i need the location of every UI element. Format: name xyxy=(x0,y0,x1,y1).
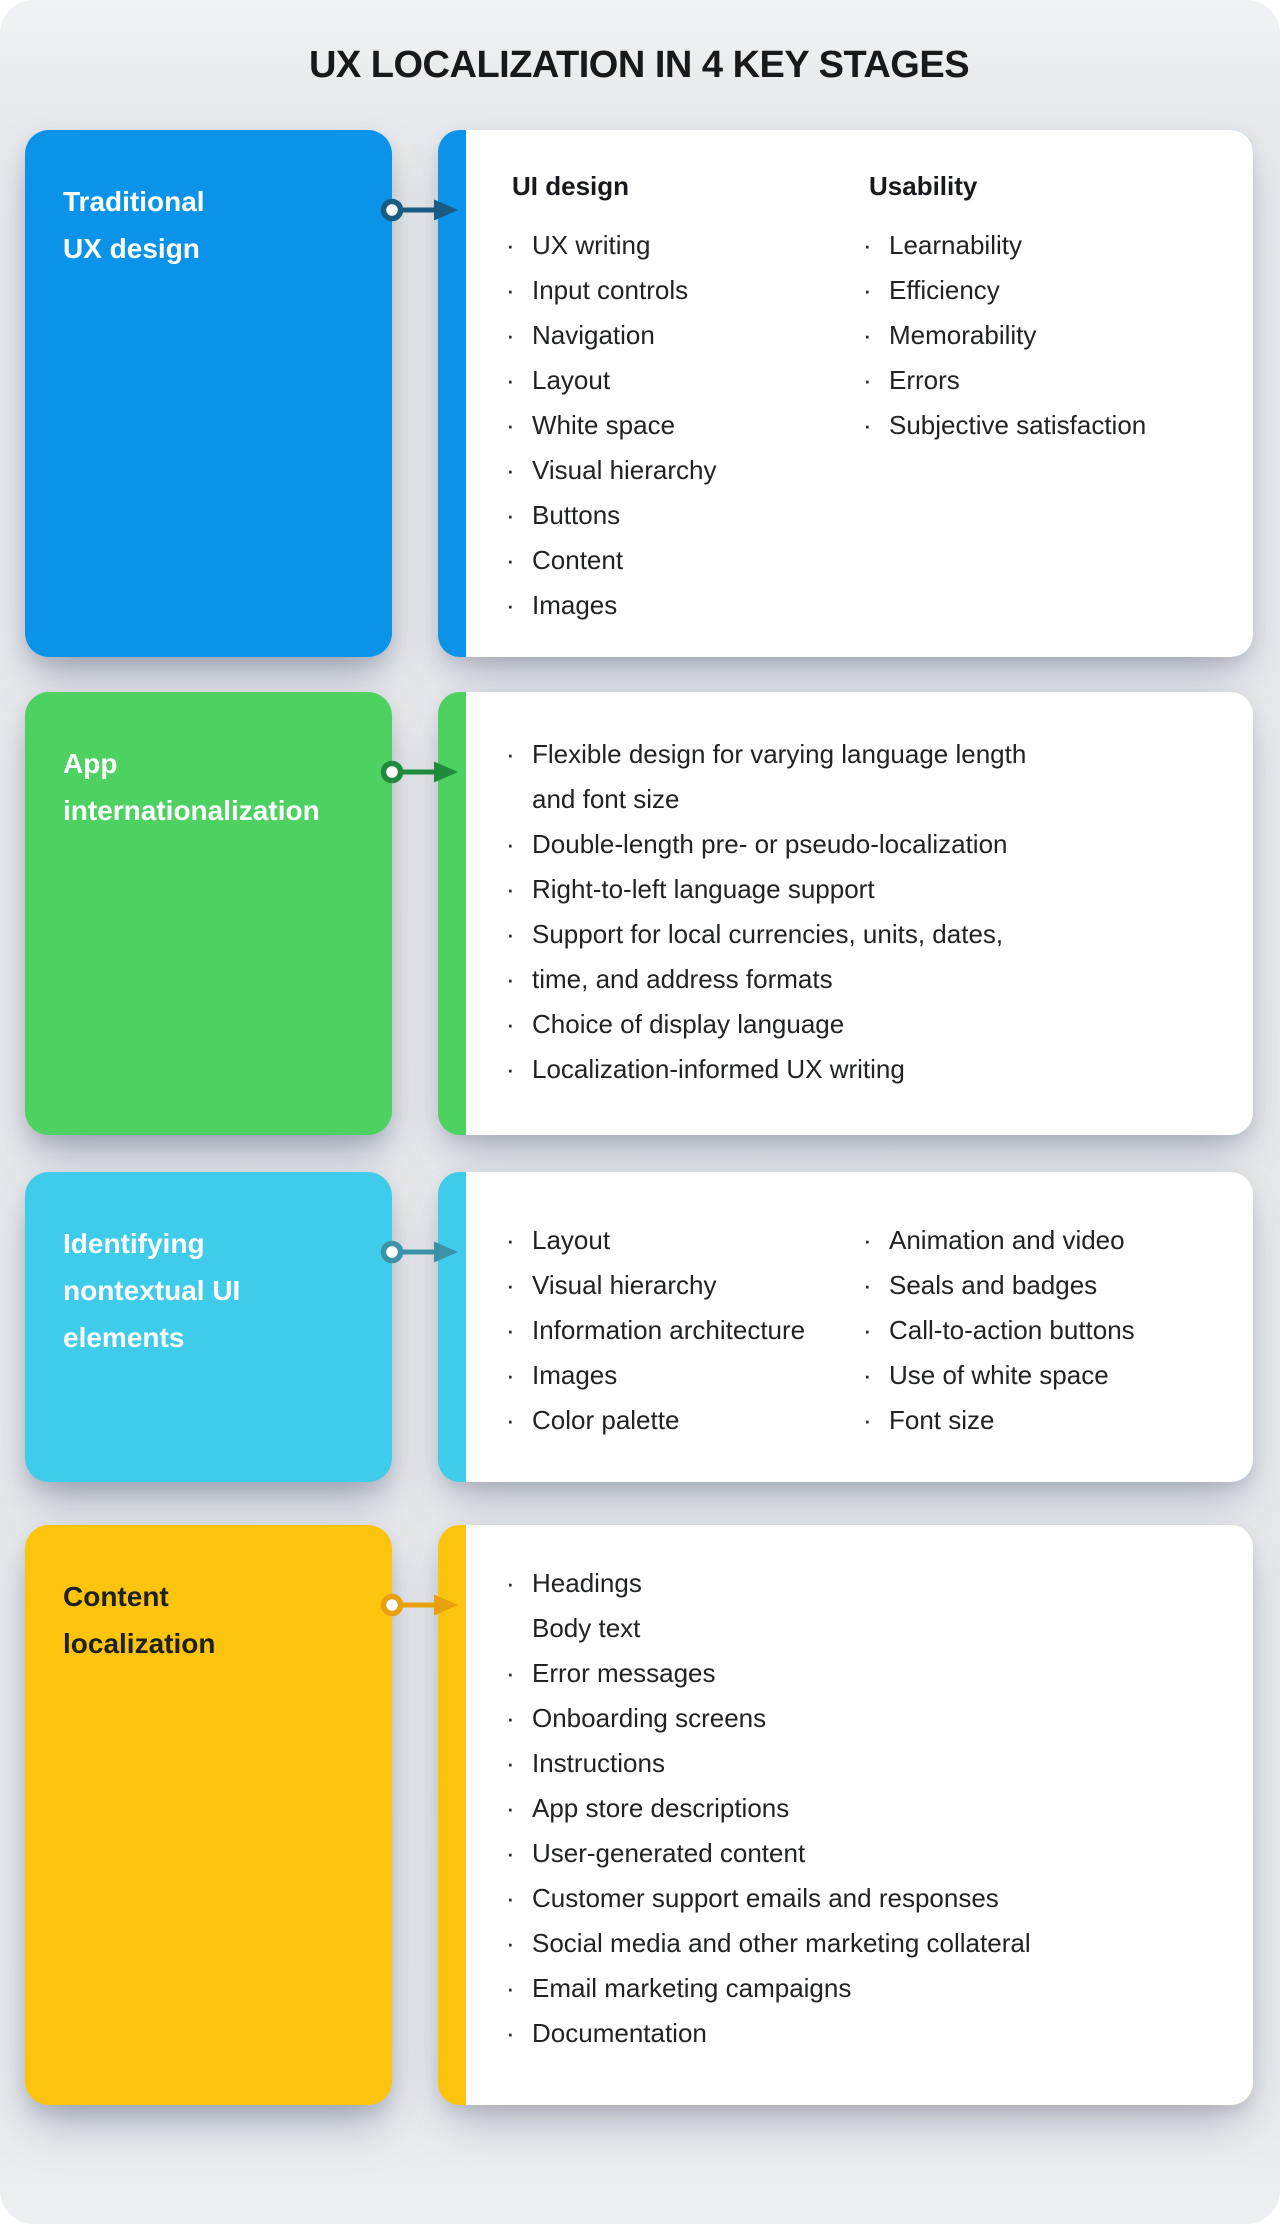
stage-card-accent xyxy=(438,130,1253,657)
list-item: · Onboarding screens xyxy=(506,1696,1213,1741)
stage-card-accent xyxy=(438,1525,1253,2105)
list-item: · Buttons xyxy=(506,493,863,538)
bullet-dot: · xyxy=(506,1838,515,1868)
list-item: · App store descriptions xyxy=(506,1786,1213,1831)
list-item: · Flexible design for varying language length xyxy=(506,732,1213,777)
bullet-dot: · xyxy=(506,1568,515,1598)
stage-card-traditional-ux-design xyxy=(466,130,1253,657)
list-item: · Seals and badges xyxy=(863,1263,1213,1308)
list-item: · Email marketing campaigns xyxy=(506,1966,1213,2011)
list-item: · Choice of display language xyxy=(506,1002,1213,1047)
list-item-continuation: Body text xyxy=(506,1606,1213,1651)
bullet-dot: · xyxy=(506,230,515,260)
bullet-dot: · xyxy=(506,410,515,440)
list-item: · Headings xyxy=(506,1561,1213,1606)
bullet-dot: · xyxy=(863,365,872,395)
stage-label-line: UX design xyxy=(63,233,200,264)
stage-card-identifying-nontextual-ui-elements xyxy=(466,1172,1253,1482)
list-item: · Navigation xyxy=(506,313,863,358)
bullet-dot: · xyxy=(863,1225,872,1255)
list-item: · Efficiency xyxy=(863,268,1213,313)
bullet-list xyxy=(506,223,863,628)
arrow-connector-icon xyxy=(378,750,462,794)
column-heading: Usability xyxy=(869,171,978,201)
bullet-dot: · xyxy=(506,1793,515,1823)
stage-row-identifying-nontextual-ui-elements xyxy=(25,1172,1253,1482)
bullet-dot: · xyxy=(506,1748,515,1778)
list-item: · Font size xyxy=(863,1398,1213,1443)
list-item: · Animation and video xyxy=(863,1218,1213,1263)
stage-box-traditional-ux-design xyxy=(25,130,392,657)
stage-label-line: internationalization xyxy=(63,795,320,826)
bullet-list xyxy=(863,223,1213,448)
bullet-dot: · xyxy=(506,590,515,620)
arrow-connector-icon xyxy=(378,1583,462,1627)
list-item: · UX writing xyxy=(506,223,863,268)
bullet-spacer xyxy=(506,777,532,822)
list-item: · Learnability xyxy=(863,223,1213,268)
stage-box-identifying-nontextual-ui-elements xyxy=(25,1172,392,1482)
bullet-dot: · xyxy=(863,1360,872,1390)
bullet-dot: · xyxy=(506,455,515,485)
stage-card-accent xyxy=(438,692,1253,1135)
bullet-list xyxy=(506,1218,863,1443)
list-item: · White space xyxy=(506,403,863,448)
bullet-dot: · xyxy=(863,230,872,260)
bullet-dot: · xyxy=(506,1405,515,1435)
list-item: · Information architecture xyxy=(506,1308,863,1353)
bullet-dot: · xyxy=(506,2018,515,2048)
list-item: · time, and address formats xyxy=(506,957,1213,1002)
list-item: · Support for local currencies, units, dates, xyxy=(506,912,1213,957)
bullet-dot: · xyxy=(506,1270,515,1300)
stage-label-line: Identifying xyxy=(63,1228,205,1259)
bullet-dot: · xyxy=(506,1883,515,1913)
list-item: · Use of white space xyxy=(863,1353,1213,1398)
bullet-dot: · xyxy=(863,1270,872,1300)
stage-row-content-localization xyxy=(25,1525,1253,2105)
list-item: · Visual hierarchy xyxy=(506,1263,863,1308)
bullet-dot: · xyxy=(863,410,872,440)
bullet-dot: · xyxy=(506,739,515,769)
bullet-dot: · xyxy=(506,1054,515,1084)
list-item: · Layout xyxy=(506,358,863,403)
list-item: · Call-to-action buttons xyxy=(863,1308,1213,1353)
bullet-dot: · xyxy=(506,275,515,305)
card-column-ui-design xyxy=(506,164,863,633)
bullet-dot: · xyxy=(506,874,515,904)
bullet-dot: · xyxy=(506,545,515,575)
card-column-usability xyxy=(863,164,1213,633)
bullet-dot: · xyxy=(506,1658,515,1688)
list-item: · Visual hierarchy xyxy=(506,448,863,493)
list-item: · Right-to-left language support xyxy=(506,867,1213,912)
list-item: · Color palette xyxy=(506,1398,863,1443)
bullet-dot: · xyxy=(506,829,515,859)
stage-card-app-internationalization xyxy=(466,692,1253,1135)
bullet-dot: · xyxy=(506,964,515,994)
stage-row-traditional-ux-design xyxy=(25,130,1253,657)
bullet-list xyxy=(506,732,1213,1092)
stage-label-line: App xyxy=(63,748,118,779)
list-item: · Images xyxy=(506,1353,863,1398)
list-item: · Localization-informed UX writing xyxy=(506,1047,1213,1092)
page-title: UX LOCALIZATION IN 4 KEY STAGES xyxy=(308,44,970,86)
stage-row-app-internationalization xyxy=(25,692,1253,1135)
bullet-dot: · xyxy=(506,500,515,530)
bullet-dot: · xyxy=(506,1315,515,1345)
bullet-dot: · xyxy=(506,320,515,350)
stage-label-line: elements xyxy=(63,1322,185,1353)
list-item: · Layout xyxy=(506,1218,863,1263)
bullet-dot: · xyxy=(506,1928,515,1958)
list-item: · Errors xyxy=(863,358,1213,403)
bullet-dot: · xyxy=(506,919,515,949)
arrow-connector-icon xyxy=(378,1230,462,1274)
list-item-continuation: and font size xyxy=(506,777,1213,822)
list-item: · Instructions xyxy=(506,1741,1213,1786)
bullet-dot: · xyxy=(506,1009,515,1039)
stage-label-line: localization xyxy=(63,1628,216,1659)
list-item: · Content xyxy=(506,538,863,583)
stage-box-app-internationalization xyxy=(25,692,392,1135)
stage-card-content-localization xyxy=(466,1525,1253,2105)
arrow-connector-icon xyxy=(378,188,462,232)
stage-label-line: Content xyxy=(63,1581,169,1612)
bullet-dot: · xyxy=(506,1703,515,1733)
column-heading: UI design xyxy=(512,171,630,201)
bullet-dot: · xyxy=(863,1315,872,1345)
stage-label-line: Traditional xyxy=(63,186,205,217)
bullet-dot: · xyxy=(506,1225,515,1255)
bullet-dot: · xyxy=(506,1360,515,1390)
list-item: · Documentation xyxy=(506,2011,1213,2056)
card-column-left xyxy=(506,1218,863,1458)
stage-box-content-localization xyxy=(25,1525,392,2105)
list-item: · Images xyxy=(506,583,863,628)
bullet-dot: · xyxy=(863,320,872,350)
list-item: · User-generated content xyxy=(506,1831,1213,1876)
stage-label-line: nontextual UI xyxy=(63,1275,241,1306)
list-item: · Input controls xyxy=(506,268,863,313)
list-item: · Double-length pre- or pseudo-localization xyxy=(506,822,1213,867)
stage-card-accent xyxy=(438,1172,1253,1482)
list-item: · Memorability xyxy=(863,313,1213,358)
bullet-dot: · xyxy=(863,275,872,305)
bullet-list xyxy=(863,1218,1213,1443)
bullet-dot: · xyxy=(863,1405,872,1435)
bullet-spacer xyxy=(506,1606,532,1651)
list-item: · Customer support emails and responses xyxy=(506,1876,1213,1921)
bullet-dot: · xyxy=(506,1973,515,2003)
list-item: · Subjective satisfaction xyxy=(863,403,1213,448)
bullet-dot: · xyxy=(506,365,515,395)
list-item: · Social media and other marketing collateral xyxy=(506,1921,1213,1966)
bullet-list xyxy=(506,1561,1213,2056)
list-item: · Error messages xyxy=(506,1651,1213,1696)
card-column-right xyxy=(863,1218,1213,1458)
